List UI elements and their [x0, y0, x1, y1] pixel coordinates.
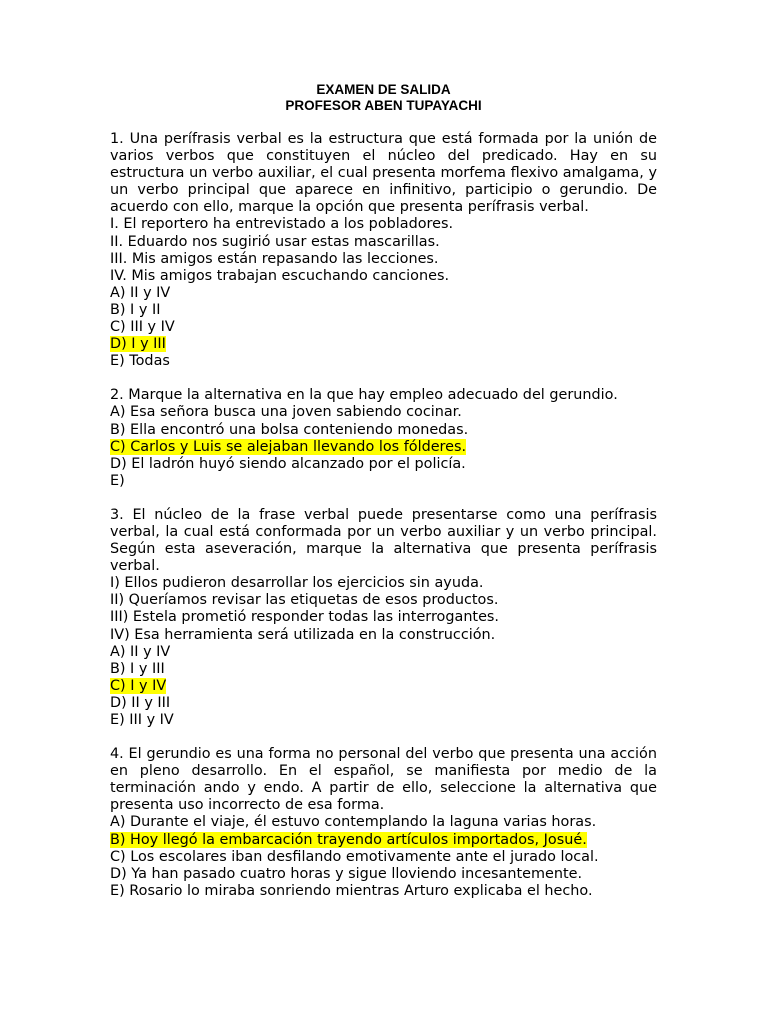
- answer-option-text: A) II y IV: [110, 643, 171, 660]
- question-2: [110, 387, 657, 490]
- answer-option: [110, 644, 657, 661]
- statement: I. El reportero ha entrevistado a los pobladores.: [110, 216, 454, 233]
- answer-option: [110, 353, 657, 370]
- answer-option-text: B) Hoy llegó la embarcación trayendo artículos importados, Josué.: [110, 831, 587, 848]
- answer-option: [110, 866, 657, 883]
- answer-option-text: B) I y III: [110, 660, 165, 677]
- answer-option-text: E) Todas: [110, 353, 170, 370]
- answer-option: [110, 814, 657, 831]
- question-3: [110, 507, 657, 729]
- question-stem: 4. El gerundio es una forma no personal del verbo que presenta una acción en pleno desarrollo. En el español, se manifiesta por medio de la terminación ando y endo. A partir de ello, seleccione la alternativa que presenta uso incorrecto de esa forma.: [110, 746, 657, 814]
- answer-option-text: D) El ladrón huyó siendo alcanzado por el policía.: [110, 455, 466, 472]
- question-stem: 1. Una perífrasis verbal es la estructura que está formada por la unión de varios verbos que constituyen el núcleo del predicado. Hay en su estructura un verbo auxiliar, el cual presenta morfema flexivo amalgama, y un verbo principal que aparece en infinitivo, participio o gerundio. De acuerdo con ello, marque la opción que presenta perífrasis verbal.: [110, 131, 657, 216]
- statement: IV) Esa herramienta será utilizada en la construcción.: [110, 626, 496, 643]
- exam-title: EXAMEN DE SALIDA: [316, 82, 451, 97]
- question-stem: 3. El núcleo de la frase verbal puede presentarse como una perífrasis verbal, la cual está conformada por un verbo auxiliar y un verbo principal. Según esta aseveración, marque la alternativa que presenta perífrasis verbal.: [110, 506, 657, 575]
- answer-option: [110, 456, 657, 473]
- answer-option-highlighted: [110, 678, 657, 695]
- question-1: [110, 131, 657, 370]
- answer-option-text: E) Rosario lo miraba sonriendo mientras Arturo explicaba el hecho.: [110, 882, 593, 899]
- answer-option-text: D) Ya han pasado cuatro horas y sigue lloviendo incesantemente.: [110, 865, 583, 882]
- answer-option-highlighted: [110, 336, 657, 353]
- answer-option-text: E): [110, 472, 125, 489]
- answer-option-text: B) Ella encontró una bolsa conteniendo monedas.: [110, 421, 469, 438]
- exam-page: [110, 82, 657, 917]
- answer-option-text: E) III y IV: [110, 712, 174, 728]
- question-list: [110, 131, 657, 900]
- answer-option: [110, 695, 657, 712]
- answer-option: [110, 661, 657, 678]
- statement: III. Mis amigos están repasando las lecciones.: [110, 250, 439, 267]
- answer-option: [110, 849, 657, 866]
- exam-header: [110, 82, 657, 114]
- answer-option: [110, 422, 657, 439]
- exam-subtitle: PROFESOR ABEN TUPAYACHI: [285, 98, 482, 113]
- answer-option: [110, 712, 657, 729]
- answer-option-highlighted: [110, 439, 657, 456]
- answer-option-text: A) Durante el viaje, él estuvo contemplando la laguna varias horas.: [110, 814, 597, 831]
- question-stem: 2. Marque la alternativa en la que hay empleo adecuado del gerundio.: [110, 387, 618, 404]
- answer-option: [110, 319, 657, 336]
- answer-option-text: B) I y II: [110, 301, 161, 318]
- statement: II. Eduardo nos sugirió usar estas mascarillas.: [110, 233, 440, 250]
- statement: IV. Mis amigos trabajan escuchando canciones.: [110, 267, 450, 284]
- answer-option-text: C) Los escolares iban desfilando emotivamente ante el jurado local.: [110, 848, 599, 865]
- answer-option-highlighted: [110, 832, 657, 849]
- answer-option: [110, 285, 657, 302]
- statement: I) Ellos pudieron desarrollar los ejercicios sin ayuda.: [110, 575, 484, 592]
- answer-option: [110, 473, 657, 490]
- answer-option-text: A) II y IV: [110, 284, 171, 301]
- answer-option-text: C) III y IV: [110, 319, 175, 336]
- statement: III) Estela prometió responder todas las interrogantes.: [110, 609, 500, 626]
- answer-option-text: A) Esa señora busca una joven sabiendo cocinar.: [110, 404, 462, 421]
- answer-option: [110, 883, 657, 900]
- answer-option-text: C) I y IV: [110, 677, 167, 694]
- answer-option: [110, 302, 657, 319]
- answer-option-text: D) II y III: [110, 694, 171, 711]
- answer-option-text: C) Carlos y Luis se alejaban llevando los fólderes.: [110, 438, 467, 455]
- statement: II) Queríamos revisar las etiquetas de esos productos.: [110, 592, 499, 609]
- question-4: [110, 746, 657, 900]
- answer-option-text: D) I y III: [110, 336, 166, 353]
- answer-option: [110, 404, 657, 421]
